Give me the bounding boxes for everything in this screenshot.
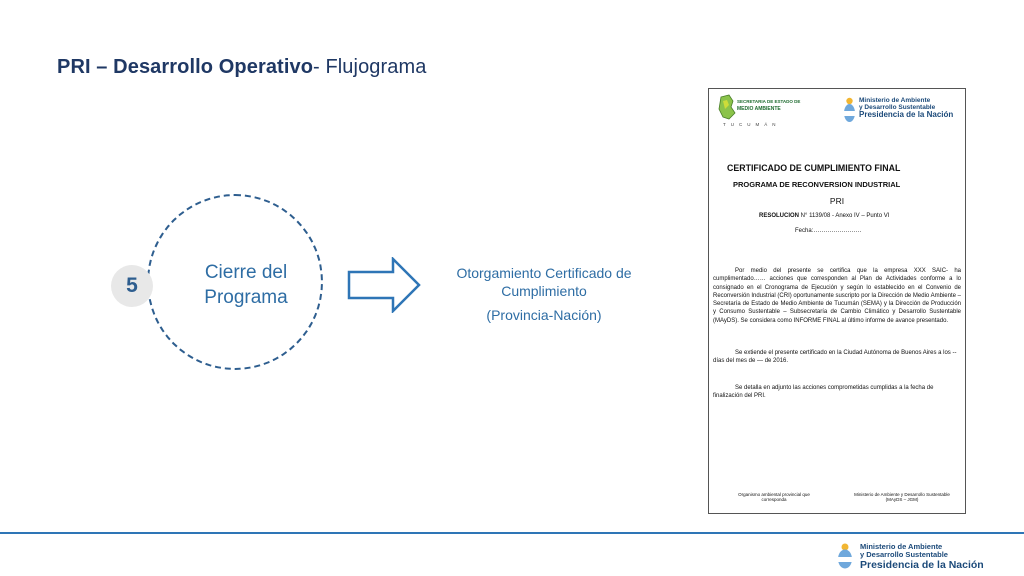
signature-left: Organismo ambiental provincial que corresponda — [738, 492, 810, 502]
national-shield-icon — [843, 96, 856, 124]
step-number-badge: 5 — [111, 265, 153, 307]
footer-ministry-text — [860, 543, 984, 572]
resolution-detail: N° 1139/08 - Anexo IV – Punto VI — [799, 213, 890, 219]
certificate-title: CERTIFICADO DE CUMPLIMIENTO FINAL — [727, 163, 901, 173]
step-description — [440, 264, 648, 324]
certificate-subtitle: PROGRAMA DE RECONVERSION INDUSTRIAL — [733, 180, 901, 189]
resolution-label: RESOLUCION — [759, 213, 800, 219]
footer-shield-icon — [836, 542, 854, 570]
logo-left-line3: TUCUMÁN — [723, 122, 781, 127]
title-suffix: - Flujograma — [313, 56, 427, 78]
footer-line2: y Desarrollo Sustentable — [860, 550, 948, 559]
title-main: PRI – Desarrollo Operativo — [57, 56, 314, 78]
logo-left-line1: SECRETARIA DE ESTADO DE — [737, 99, 801, 104]
certificate-document — [708, 88, 966, 514]
description-line2: Cumplimiento — [501, 283, 587, 299]
certificate-program: PRI — [829, 196, 845, 206]
description-line3: (Provincia-Nación) — [486, 307, 602, 323]
step-label-line1: Cierre del — [204, 262, 288, 283]
footer-rule — [0, 532, 1024, 534]
certificate-paragraph-2: Se extiende el presente certificado en la Ciudad Autónoma de Buenos Aires a los -- días del mes de — de 2016. — [713, 350, 957, 365]
certificate-resolution — [759, 213, 889, 219]
logo-left-line2: MEDIO AMBIENTE — [737, 106, 781, 112]
step-label-line2: Programa — [204, 287, 288, 308]
certificate-paragraph-3: Se detalla en adjunto las acciones comprometidas cumplidas a la fecha de finalización del PRI. — [713, 385, 934, 400]
signature-right: Ministerio de Ambiente y Desarrollo Sustentable (MAyDS – JGM) — [854, 492, 950, 502]
logo-right-line3: Presidencia de la Nación — [859, 110, 954, 119]
certificate-date: Fecha:…………………… — [795, 228, 862, 234]
footer-line3: Presidencia de la Nación — [860, 559, 984, 571]
certificate-body: Por medio del presente se certifica que la empresa XXX SAIC- ha cumplimentado…… acciones que corresponden al Plan de Actividades conforme a lo consignado en el Cronograma de Ejecución y según lo establecido en el Convenio de Reconversión Industrial (CRI) oportunamente suscripto por la Dirección de Medio Ambiente – Secretaría de Estado de Medio Ambiente de Tucumán (SEMA) y la Dirección de Producción y Consumo Sustentable – Subsecretaría de Cambio Climático y Desarrollo Sustentable (MAyDS). Se considera como INFORME FINAL al último informe de avance presentado. — [713, 268, 961, 324]
logo-right-line1: Ministerio de Ambiente — [859, 97, 931, 104]
description-line1: Otorgamiento Certificado de — [456, 265, 632, 281]
logo-right-text — [859, 97, 953, 118]
right-arrow-icon — [347, 257, 421, 313]
logo-right-line2: y Desarrollo Sustentable — [859, 104, 936, 111]
step-label — [176, 260, 316, 310]
footer-line1: Ministerio de Ambiente — [860, 542, 943, 551]
slide-title — [57, 56, 427, 79]
